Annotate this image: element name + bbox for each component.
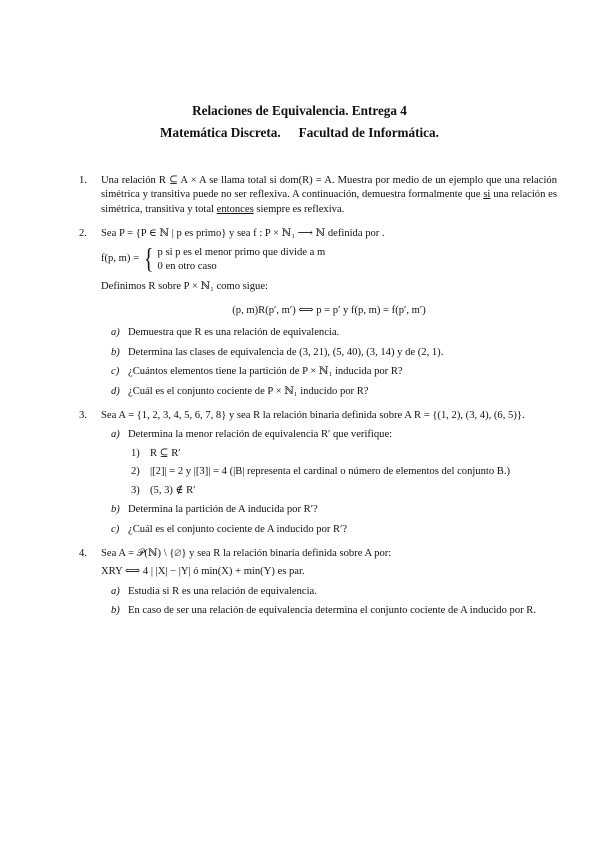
item-text: Determina la menor relación de equivalencia R′ que verifique:: [128, 429, 393, 441]
condition-text: |[2]| = 2 y |[3]| = 4 (|B| representa el cardinal o número de elementos del conjunto B.): [150, 466, 511, 478]
problem-4: [79, 547, 557, 619]
function-definition: [101, 243, 557, 275]
problem-intro: Sea A = {1, 2, 3, 4, 5, 6, 7, 8} y sea R la relación binaria definida sobre A R = {(1, 2), (3, 4), (6, 5)}.: [101, 410, 525, 422]
problem-1: [79, 174, 557, 217]
problem-number: 3.: [79, 410, 87, 422]
relation-formula: XRY ⟺ 4 | |X| − |Y| ó min(X) + min(Y) es par.: [101, 566, 305, 578]
condition-label: 3): [131, 484, 140, 496]
subquestion-b: [101, 346, 557, 360]
item-text: Demuestra que R es una relación de equivalencia.: [128, 327, 340, 339]
item-label: c): [111, 523, 120, 535]
item-text: ¿Cuál es el conjunto cociente de P × ℕ₁ inducido por R?: [128, 385, 369, 397]
item-label: b): [111, 346, 120, 358]
item-label: a): [111, 327, 120, 339]
condition-1: [101, 447, 557, 461]
problem-3: [79, 409, 557, 537]
item-label: c): [111, 366, 120, 378]
problem-number: 2.: [79, 228, 87, 240]
case-row: 0 en otro caso: [157, 260, 217, 272]
item-label: b): [111, 605, 120, 617]
subquestion-a: [101, 428, 557, 442]
condition-label: 1): [131, 447, 140, 459]
subquestion-c: [101, 365, 557, 379]
relation-definition-text: Definimos R sobre P × ℕ₁ como sigue:: [101, 280, 268, 292]
relation-formula: (p, m)R(p′, m′) ⟺ p = p′ y f(p, m) = f(p′, m′): [232, 305, 426, 317]
item-label: d): [111, 385, 120, 397]
subquestion-a: [101, 585, 557, 599]
problem-statement: [101, 174, 557, 217]
problem-list: [79, 174, 557, 629]
problem-intro: Sea P = {P ∈ ℕ | p es primo} y sea f : P × ℕ₁ ⟶ ℕ definida por .: [101, 228, 385, 240]
subquestion-b: [101, 604, 557, 618]
subquestion-d: [101, 385, 557, 399]
statement-part-a: Una relación R ⊆ A × A se llama total si dom(R) = A. Muestra por medio de un ejemplo que una relación simétrica y transitiva puede no ser reflexiva. A continuación, demuestra formalmente que: [101, 175, 557, 201]
case-row: p si p es el menor primo que divide a m: [157, 246, 326, 258]
problem-intro: Sea A = 𝒫(ℕ) \ {∅} y sea R la relación binaria definida sobre A por:: [101, 547, 392, 559]
condition-2: [101, 465, 557, 479]
document-title: Relaciones de Equivalencia. Entrega 4: [192, 103, 407, 118]
condition-text: (5, 3) ∉ R′: [150, 484, 196, 496]
item-label: b): [111, 504, 120, 516]
condition-label: 2): [131, 466, 140, 478]
problem-number: 1.: [79, 175, 87, 186]
subquestion-a: [101, 326, 557, 340]
document-subtitle: [0, 124, 599, 142]
function-cases: [158, 246, 326, 274]
item-text: ¿Cuántos elementos tiene la partición de P × ℕ₁ inducida por R?: [128, 366, 403, 378]
subquestion-c: [101, 523, 557, 537]
underlined-entonces: entonces: [216, 203, 254, 215]
statement-part-b: una relación es simétrica, transitiva y total: [101, 189, 557, 215]
item-text: Estudia si R es una relación de equivalencia.: [128, 585, 317, 597]
item-label: a): [111, 585, 120, 597]
underlined-si: si: [483, 189, 491, 201]
function-lhs: f(p, m) =: [101, 253, 140, 265]
subquestion-b: [101, 503, 557, 517]
item-label: a): [111, 429, 120, 441]
item-text: Determina las clases de equivalencia de (3, 21), (5, 40), (3, 14) y de (2, 1).: [128, 346, 444, 358]
condition-3: [101, 484, 557, 498]
problem-2: [79, 227, 557, 399]
problem-number: 4.: [79, 547, 87, 559]
statement-part-c: siempre es reflexiva.: [256, 203, 345, 215]
item-text: ¿Cuál es el conjunto cociente de A inducido por R′?: [128, 523, 348, 535]
condition-text: R ⊆ R′: [150, 447, 181, 459]
left-brace: {: [144, 243, 154, 275]
course-name: Matemática Discreta.: [160, 125, 281, 140]
item-text: En caso de ser una relación de equivalencia determina el conjunto cociente de A inducido por R.: [128, 605, 537, 617]
faculty-name: Facultad de Informática.: [298, 125, 439, 140]
item-text: Determina la partición de A inducida por R′?: [128, 504, 318, 516]
